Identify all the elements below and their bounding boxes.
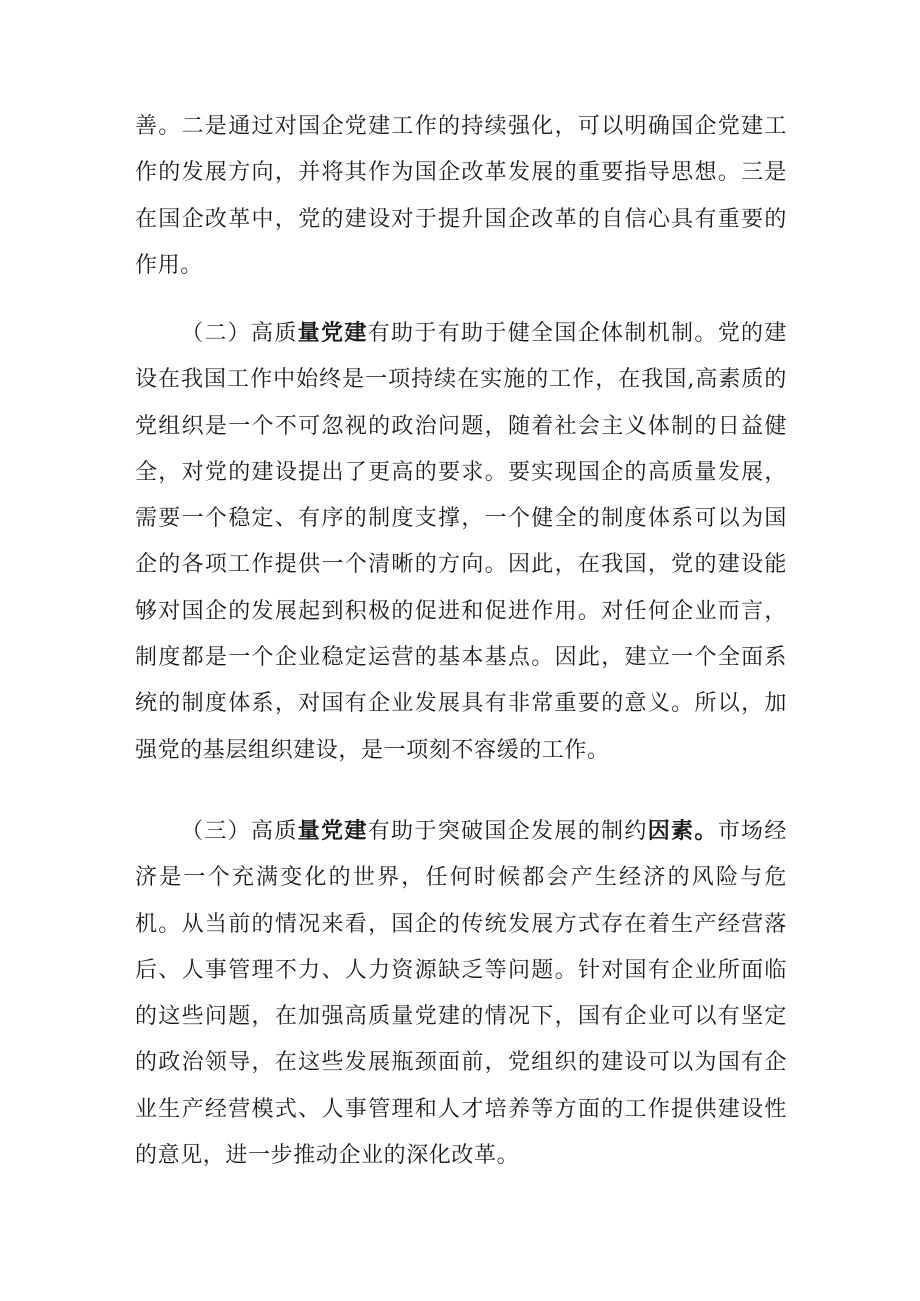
section-3-body: 市场经济是一个充满变化的世界，任何时候都会产生经济的风险与危机。从当前的情况来看，国企的传统发展方式存在着生产经营落后、人事管理不力、人力资源缺乏等问题。针对国有企业所面临的这些问题，在加强高质量党建的情况下，国有企业可以有坚定的政治领导，在这些发展瓶颈面前，党组织的建设可以为国有企业生产经营模式、人事管理和人才培养等方面的工作提供建设性的意见，进一步推动企业的深化改革。: [135, 819, 787, 1169]
section-3-heading-lead: （三）高质: [181, 819, 298, 844]
section-3-heading-bold: 量党建: [297, 818, 368, 844]
paragraph-continuation: [135, 104, 787, 289]
section-3-heading-bold-2: 因素。: [647, 818, 718, 844]
paragraph-text: 善。二是通过对国企党建工作的持续强化，可以明确国企党建工作的发展方向，并将其作为国企改革发展的重要指导思想。三是在国企改革中，党的建设对于提升国企改革的自信心具有重要的作用。: [135, 114, 787, 278]
paragraph-section-2: [135, 310, 787, 774]
section-2-heading-bold: 量党建: [297, 320, 368, 346]
section-2-heading-lead: （二）高质: [181, 321, 298, 346]
section-2-heading-rest: 有助于有助于健全国企体制机制。: [367, 321, 718, 346]
paragraph-section-3: [135, 808, 787, 1179]
section-3-heading-rest: 有助于突破国企发展的制约: [367, 819, 648, 844]
section-2-body: 党的建设在我国工作中始终是一项持续在实施的工作，在我国,高素质的党组织是一个不可忽视的政治问题，随着社会主义体制的日益健全，对党的建设提出了更高的要求。要实现国企的高质量发展，需要一个稳定、有序的制度支撑，一个健全的制度体系可以为国企的各项工作提供一个清晰的方向。因此，在我国，党的建设能够对国企的发展起到积极的促进和促进作用。对任何企业而言，制度都是一个企业稳定运营的基本基点。因此，建立一个全面系统的制度体系，对国有企业发展具有非常重要的意义。所以，加强党的基层组织建设，是一项刻不容缓的工作。: [135, 321, 787, 763]
